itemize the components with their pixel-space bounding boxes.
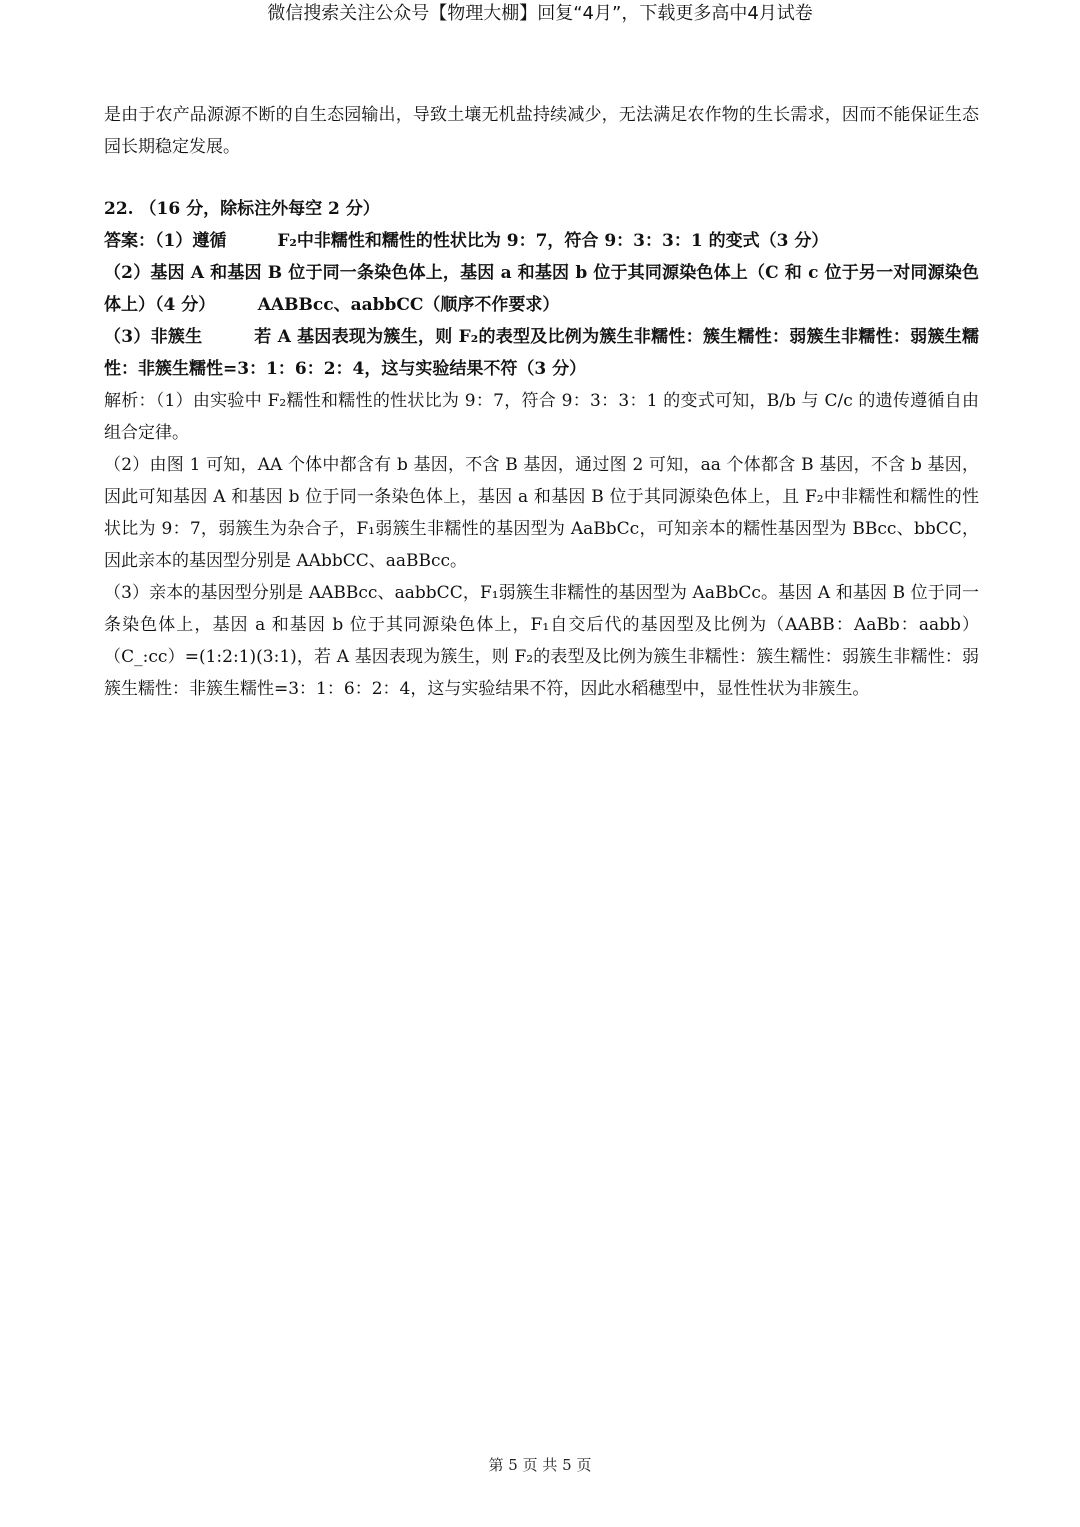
- analysis-part-1: 解析：（1）由实验中 F₂糯性和糯性的性状比为 9：7，符合 9：3：3：1 的变式可知，B/b 与 C/c 的遗传遵循自由组合定律。: [104, 391, 979, 443]
- answer-part-2: （2）基因 A 和基因 B 位于同一条染色体上，基因 a 和基因 b 位于其同源染色体上（C 和 c 位于另一对同源染色体上）（4 分） AABBcc、aabbCC（顺序不作要求）: [104, 263, 979, 315]
- page-footer: [0, 1454, 1080, 1476]
- intro-paragraph: 是由于农产品源源不断的自生态园输出，导致土壤无机盐持续减少，无法满足农作物的生长需求，因而不能保证生态园长期稳定发展。: [104, 105, 979, 157]
- paragraph-gap: [104, 163, 979, 193]
- analysis-part-2: （2）由图 1 可知，AA 个体中都含有 b 基因，不含 B 基因，通过图 2 可知，aa 个体都含 B 基因，不含 b 基因，因此可知基因 A 和基因 b 位于同一条染色体上，基因 a 和基因 B 位于其同源染色体上，且 F₂中非糯性和糯性的性状比为 9：7，弱簇生为杂合子，F₁弱簇生非糯性的基因型为 AaBbCc，可知亲本的糯性基因型为 BBcc、bbCC，因此亲本的基因型分别是 AAbbCC、aaBBcc。: [104, 455, 979, 571]
- header-banner: 微信搜索关注公众号【物理大棚】回复“4月”，下载更多高中4月试卷: [267, 3, 813, 24]
- question-heading: 22. （16 分，除标注外每空 2 分）: [104, 199, 380, 219]
- document-body: [104, 99, 979, 705]
- answer-part-3: （3）非簇生 若 A 基因表现为簇生，则 F₂的表型及比例为簇生非糯性：簇生糯性：弱簇生非糯性：弱簇生糯性：非簇生糯性=3：1：6：2：4，这与实验结果不符（3 分）: [104, 327, 979, 379]
- page-number: 第 5 页 共 5 页: [488, 1456, 592, 1474]
- analysis-part-3: （3）亲本的基因型分别是 AABBcc、aabbCC，F₁弱簇生非糯性的基因型为 AaBbCc。基因 A 和基因 B 位于同一条染色体上，基因 a 和基因 b 位于其同源染色体上，F₁自交后代的基因型及比例为（AABB：AaBb：aabb）（C_:cc）=(1:2:1)(3:1)，若 A 基因表现为簇生，则 F₂的表型及比例为簇生非糯性：簇生糯性：弱簇生非糯性：弱簇生糯性：非簇生糯性=3：1：6：2：4，这与实验结果不符，因此水稻穗型中，显性性状为非簇生。: [104, 583, 979, 699]
- answer-part-1: 答案：（1）遵循 F₂中非糯性和糯性的性状比为 9：7，符合 9：3：3：1 的变式（3 分）: [104, 231, 829, 251]
